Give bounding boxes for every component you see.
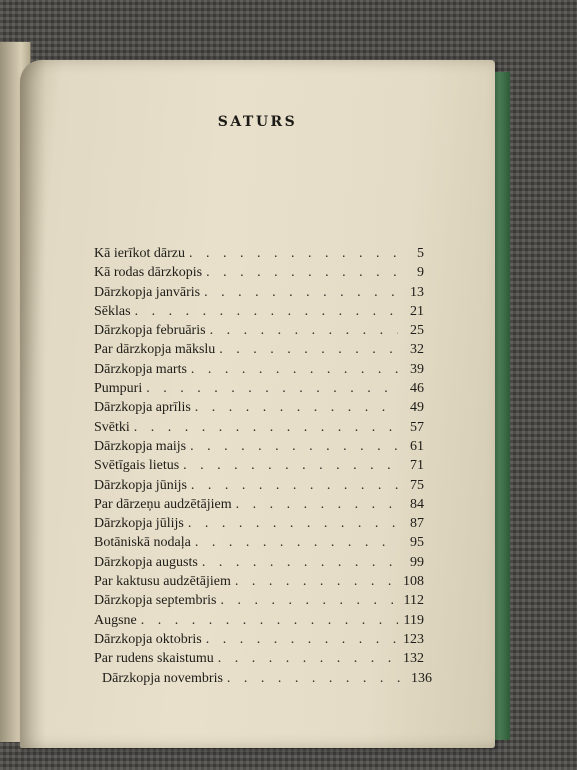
toc-entry-page-number: 75 xyxy=(410,477,424,493)
toc-entry-page-number: 119 xyxy=(403,612,424,628)
toc-entry-page-number: 123 xyxy=(403,631,424,647)
toc-entry xyxy=(94,497,424,516)
toc-entry xyxy=(94,535,424,554)
toc-entry-label: Dārzkopja novembris xyxy=(102,670,223,686)
toc-entry xyxy=(94,439,424,458)
toc-entry-label: Dārzkopja oktobris xyxy=(94,631,202,647)
toc-entry xyxy=(94,516,424,535)
toc-entry-label: Dārzkopja februāris xyxy=(94,323,206,339)
toc-entry xyxy=(94,246,424,265)
toc-entry-label: Svētki xyxy=(94,419,130,435)
leader-dots xyxy=(219,342,398,358)
toc-entry-page-number: 39 xyxy=(410,361,424,377)
toc-entry xyxy=(94,574,424,593)
toc-entry xyxy=(94,323,424,342)
toc-entry-page-number: 108 xyxy=(403,574,424,590)
toc-entry-label: Dārzkopja augusts xyxy=(94,554,198,570)
toc-entry-page-number: 13 xyxy=(410,284,424,300)
leader-dots xyxy=(190,439,398,455)
toc-entry xyxy=(94,458,424,477)
toc-entry-label: Augsne xyxy=(94,612,137,628)
book-page xyxy=(20,60,495,748)
toc-entry-label: Dārzkopja jūlijs xyxy=(94,516,184,532)
leader-dots xyxy=(135,304,398,320)
leader-dots xyxy=(188,516,398,532)
leader-dots xyxy=(195,535,398,551)
toc-entry-label: Par rudens skaistumu xyxy=(94,651,214,667)
toc-entry-page-number: 5 xyxy=(417,246,424,261)
leader-dots xyxy=(236,497,398,513)
toc-entry-page-number: 9 xyxy=(417,265,424,281)
leader-dots xyxy=(202,555,398,571)
leader-dots xyxy=(146,381,398,397)
toc-entry xyxy=(94,362,424,381)
toc-entry xyxy=(94,613,424,632)
toc-entry xyxy=(94,265,424,284)
toc-entry xyxy=(102,671,432,690)
toc-entry xyxy=(94,555,424,574)
toc-entry xyxy=(94,381,424,400)
toc-entry-label: Pumpuri xyxy=(94,381,143,397)
page-title: SATURS xyxy=(217,114,298,130)
toc-entry-page-number: 99 xyxy=(410,554,424,570)
toc-entry xyxy=(94,400,424,419)
leader-dots xyxy=(141,613,398,629)
leader-dots xyxy=(218,651,398,667)
leader-dots xyxy=(183,458,398,474)
toc-entry-label: Dārzkopja aprīlis xyxy=(94,400,191,416)
toc-entry xyxy=(94,632,424,651)
toc-entry-label: Kā rodas dārzkopis xyxy=(94,265,203,281)
toc-entry-page-number: 21 xyxy=(410,303,424,319)
leader-dots xyxy=(191,478,398,494)
toc-entry-page-number: 95 xyxy=(410,535,424,551)
toc-entry-page-number: 46 xyxy=(410,381,424,397)
toc-entry xyxy=(94,304,424,323)
leader-dots xyxy=(227,671,406,687)
toc-entry-page-number: 61 xyxy=(410,438,424,454)
toc-entry-page-number: 32 xyxy=(410,342,424,358)
leader-dots xyxy=(191,362,398,378)
toc-entry xyxy=(94,342,424,361)
toc-entry-page-number: 49 xyxy=(410,400,424,416)
leader-dots xyxy=(206,265,398,281)
toc-entry-label: Par kaktusu audzētājiem xyxy=(94,574,231,590)
toc-entry-label: Sēklas xyxy=(94,303,131,319)
toc-entry xyxy=(94,478,424,497)
leader-dots xyxy=(189,246,398,262)
leader-dots xyxy=(195,400,398,416)
leader-dots xyxy=(220,593,398,609)
leader-dots xyxy=(235,574,398,590)
toc-entry xyxy=(94,285,424,304)
toc-entry-page-number: 25 xyxy=(410,323,424,339)
toc-entry xyxy=(94,651,424,670)
leader-dots xyxy=(134,420,398,436)
table-of-contents xyxy=(94,246,432,690)
toc-entry-page-number: 132 xyxy=(403,651,424,667)
leader-dots xyxy=(204,285,398,301)
toc-entry-label: Dārzkopja septembris xyxy=(94,593,217,609)
toc-entry xyxy=(94,420,424,439)
toc-entry-label: Dārzkopja marts xyxy=(94,361,187,377)
toc-entry-page-number: 112 xyxy=(403,593,424,609)
toc-entry-label: Dārzkopja maijs xyxy=(94,438,187,454)
leader-dots xyxy=(210,323,398,339)
toc-entry-label: Par dārzkopja mākslu xyxy=(94,342,216,358)
toc-entry-page-number: 71 xyxy=(410,458,424,474)
page-gutter-shadow xyxy=(20,60,46,748)
toc-entry-label: Dārzkopja jūnijs xyxy=(94,477,187,493)
toc-entry-label: Svētīgais lietus xyxy=(94,458,180,474)
toc-entry-page-number: 136 xyxy=(411,670,432,686)
toc-entry-page-number: 87 xyxy=(410,516,424,532)
toc-entry-page-number: 84 xyxy=(410,496,424,512)
leader-dots xyxy=(206,632,398,648)
toc-entry-label: Kā ierīkot dārzu xyxy=(94,246,185,261)
toc-entry-page-number: 57 xyxy=(410,419,424,435)
toc-entry-label: Par dārzeņu audzētājiem xyxy=(94,496,232,512)
toc-entry xyxy=(94,593,424,612)
toc-entry-label: Dārzkopja janvāris xyxy=(94,284,201,300)
toc-entry-label: Botāniskā nodaļa xyxy=(94,535,191,551)
